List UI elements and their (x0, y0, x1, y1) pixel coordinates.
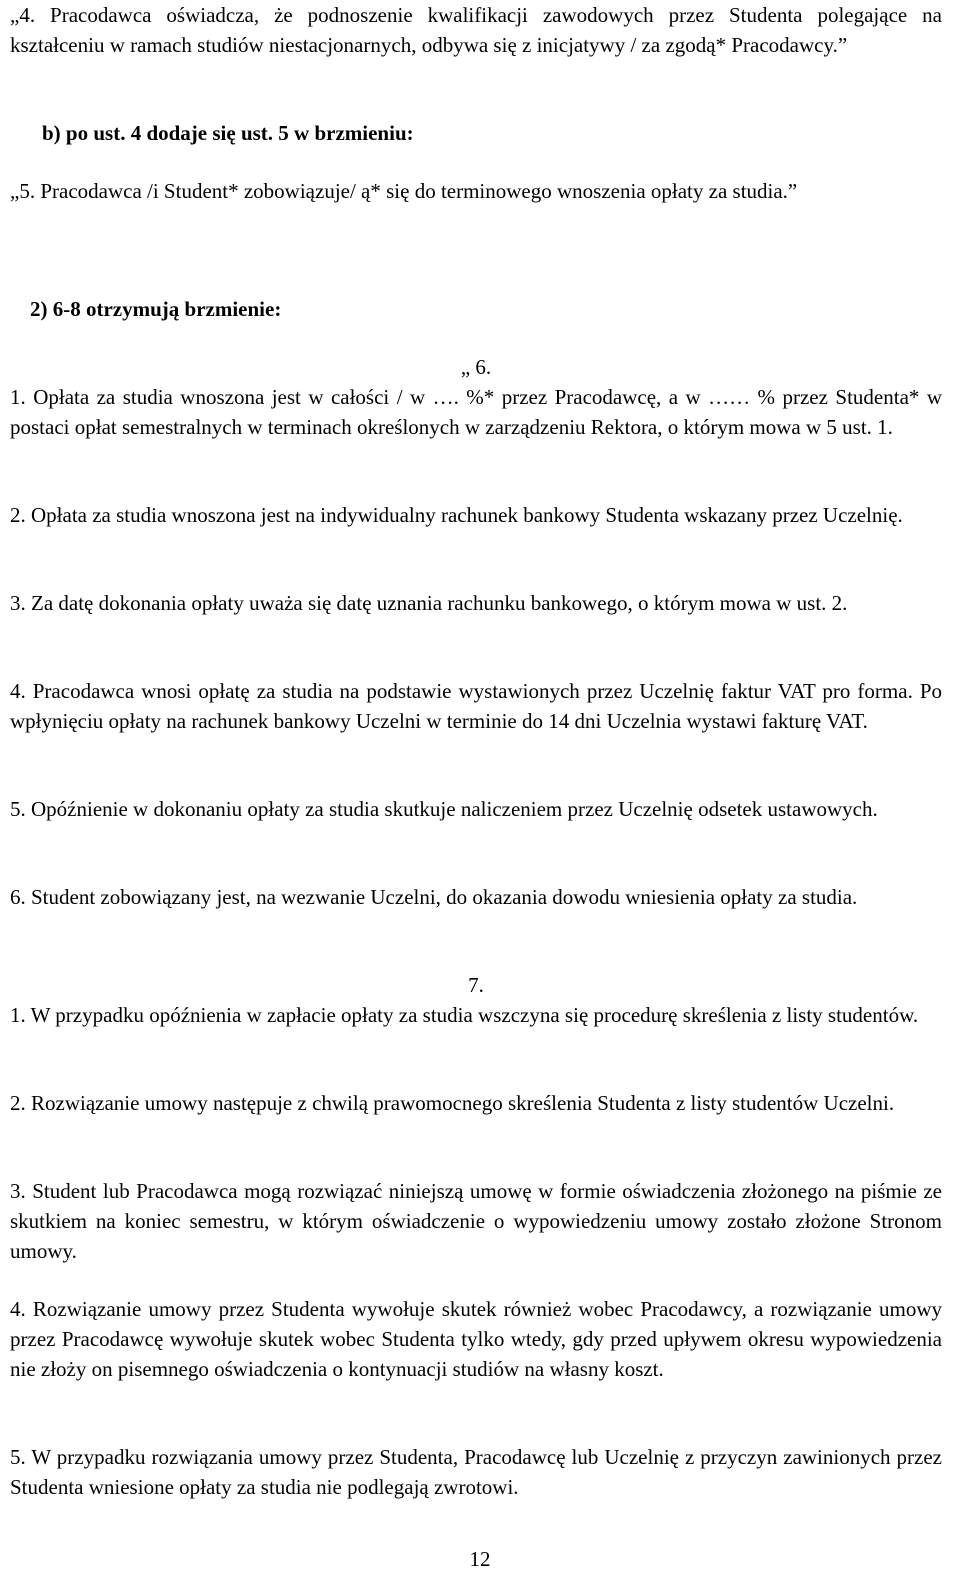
item4-continued-paragraph: „4. Pracodawca oświadcza, że podnoszenie kwalifikacji zawodowych przez Studenta polegające na kształceniu w ramach studiów niestacjonarnych, odbywa się z inicjatywy / za zgodą* Pracodawcy.” (10, 3, 942, 57)
section-7-paragraph-2: 2. Rozwiązanie umowy następuje z chwilą prawomocnego skreślenia Studenta z listy studentów Uczelni. (10, 1091, 895, 1115)
amendment-2-line: 2) 6-8 otrzymują brzmienie: (30, 297, 282, 321)
section-7-paragraph-4: 4. Rozwiązanie umowy przez Studenta wywołuje skutek również wobec Pracodawcy, a rozwiązanie umowy przez Pracodawcę wywołuje skutek wobec Studenta tylko wtedy, gdy przed upływem okresu wypowiedzenia nie złoży on pisemnego oświadczenia o kontynuacji studiów na własny koszt. (10, 1297, 942, 1381)
section-6-paragraph-4: 4. Pracodawca wnosi opłatę za studia na podstawie wystawionych przez Uczelnię faktur VAT pro forma. Po wpłynięciu opłaty na rachunek bankowy Uczelni w terminie do 14 dni Uczelnia wystawi fakturę VAT. (10, 679, 942, 733)
section-6-heading: „ 6. (460, 355, 492, 379)
section-6-paragraph-1: 1. Opłata za studia wnoszona jest w całości / w …. %* przez Pracodawcę, a w …… % przez Studenta* w postaci opłat semestralnych w terminach określonych w zarządzeniu Rektora, o którym mowa w 5 ust. 1. (10, 385, 942, 439)
section-6-paragraph-2: 2. Opłata za studia wnoszona jest na indywidualny rachunek bankowy Studenta wskazany przez Uczelnię. (10, 503, 903, 527)
section-6-paragraph-5: 5. Opóźnienie w dokonaniu opłaty za studia skutkuje naliczeniem przez Uczelnię odsetek ustawowych. (10, 797, 878, 821)
section-7-paragraph-1: 1. W przypadku opóźnienia w zapłacie opłaty za studia wszczyna się procedurę skreślenia z listy studentów. (10, 1003, 919, 1027)
section-6-paragraph-3: 3. Za datę dokonania opłaty uważa się datę uznania rachunku bankowego, o którym mowa w ust. 2. (10, 591, 848, 615)
section-6-paragraph-6: 6. Student zobowiązany jest, na wezwanie Uczelni, do okazania dowodu wniesienia opłaty za studia. (10, 885, 858, 909)
section-7-heading: 7. (468, 973, 484, 997)
section-7-paragraph-5: 5. W przypadku rozwiązania umowy przez Studenta, Pracodawcę lub Uczelnię z przyczyn zawinionych przez Studenta wniesione opłaty za studia nie podlegają zwrotowi. (10, 1445, 942, 1499)
section-7-paragraph-3: 3. Student lub Pracodawca mogą rozwiązać niniejszą umowę w formie oświadczenia złożonego na piśmie ze skutkiem na koniec semestru, w którym oświadczenie o wypowiedzeniu umowy zostało złożone Stronom umowy. (10, 1179, 942, 1263)
amendment-b-line: b) po ust. 4 dodaje się ust. 5 w brzmieniu: (42, 121, 414, 145)
item5-new-paragraph: „5. Pracodawca /i Student* zobowiązuje/ ą* się do terminowego wnoszenia opłaty za studia.” (10, 179, 798, 203)
page-number: 12 (469, 1547, 491, 1571)
